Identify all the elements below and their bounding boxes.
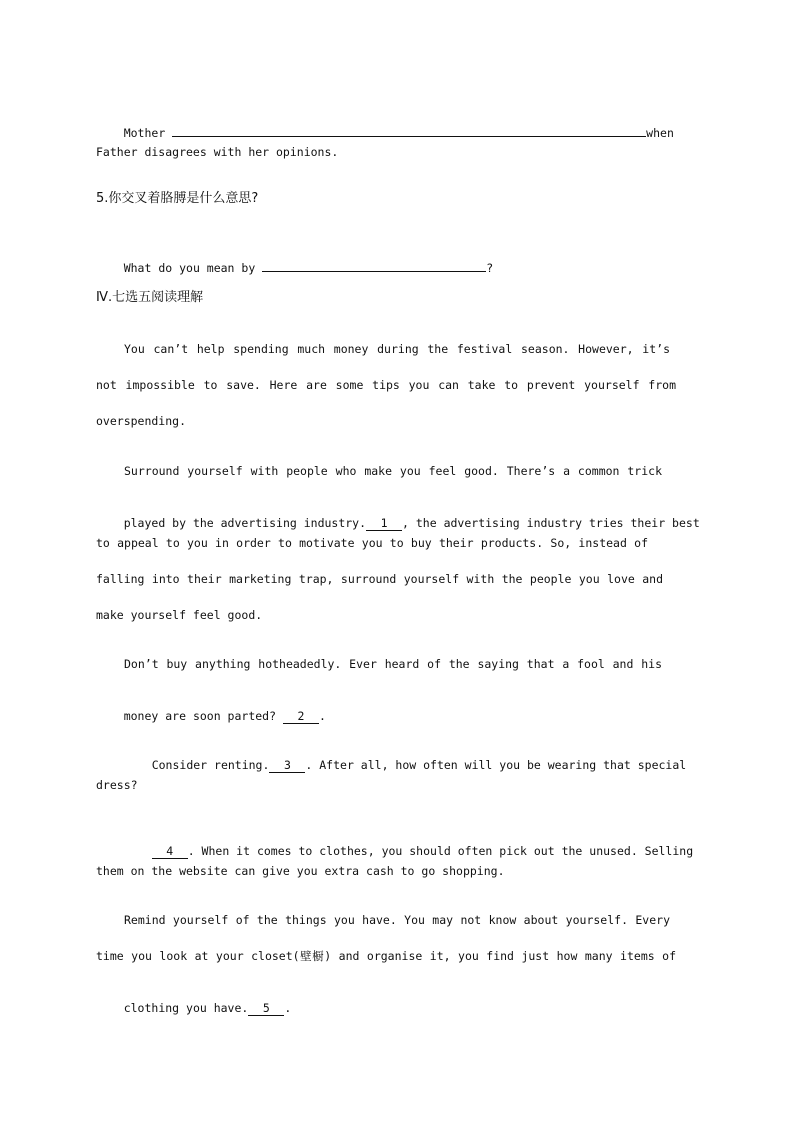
- q4-suffix: when: [646, 126, 674, 140]
- para1-line-3: overspending.: [96, 414, 187, 428]
- para4-text-b: . After all, how often will you be wearing that special: [305, 758, 687, 772]
- para1-line-2: not impossible to save. Here are some tips you can take to prevent yourself from: [96, 378, 676, 392]
- q5-answer-blank[interactable]: [262, 259, 486, 272]
- para4-line-1: [124, 741, 686, 789]
- para5-line-2: them on the website can give you extra cash to go shopping.: [96, 864, 505, 878]
- blank-1[interactable]: 1: [366, 516, 402, 531]
- blank-5[interactable]: 5: [248, 1001, 284, 1016]
- para5-text-b: . When it comes to clothes, you should often pick out the unused. Selling: [187, 844, 694, 858]
- q5-suffix: ?: [486, 261, 494, 275]
- para6-line-2: time you look at your closet(壁橱) and organise it, you find just how many items of: [96, 949, 676, 963]
- para6-line-1: Remind yourself of the things you have. You may not know about yourself. Every: [124, 913, 670, 927]
- para3-text-a: money are soon parted?: [123, 709, 283, 723]
- section-title: Ⅳ.七选五阅读理解: [96, 290, 204, 305]
- para4-text-a: Consider renting.: [151, 758, 270, 772]
- blank-3[interactable]: 3: [269, 758, 305, 773]
- para6-text-a: clothing you have.: [123, 1001, 249, 1015]
- para3-line-1: Don’t buy anything hotheadedly. Ever heard of the saying that a fool and his: [124, 657, 662, 671]
- para2-line-1: Surround yourself with people who make you feel good. There’s a common trick: [124, 464, 662, 478]
- q4-line-2: Father disagrees with her opinions.: [96, 145, 339, 159]
- para1-line-1: You can’t help spending much money during the festival season. However, it’s: [124, 342, 670, 356]
- para2-line-4: falling into their marketing trap, surround yourself with the people you love and: [96, 572, 663, 586]
- blank-4[interactable]: 4: [152, 844, 188, 859]
- para2-text-b: , the advertising industry tries their best: [402, 516, 700, 530]
- para3-line-2: [96, 692, 326, 740]
- para2-text-a: played by the advertising industry.: [123, 516, 367, 530]
- para6-line-3: [96, 984, 291, 1032]
- q4-answer-blank[interactable]: [172, 124, 646, 137]
- q4-prefix: Mother: [123, 126, 173, 140]
- para2-line-3: to appeal to you in order to motivate you to buy their products. So, instead of: [96, 536, 648, 550]
- q5-prompt: 5.你交叉着胳膊是什么意思?: [96, 191, 259, 206]
- para6-text-b: .: [284, 1001, 292, 1015]
- para4-line-2: dress?: [96, 778, 138, 792]
- q5-line: [96, 243, 493, 292]
- para3-text-b: .: [318, 709, 326, 723]
- q5-prefix: What do you mean by: [123, 261, 263, 275]
- blank-2[interactable]: 2: [283, 709, 319, 724]
- para2-line-5: make yourself feel good.: [96, 608, 263, 622]
